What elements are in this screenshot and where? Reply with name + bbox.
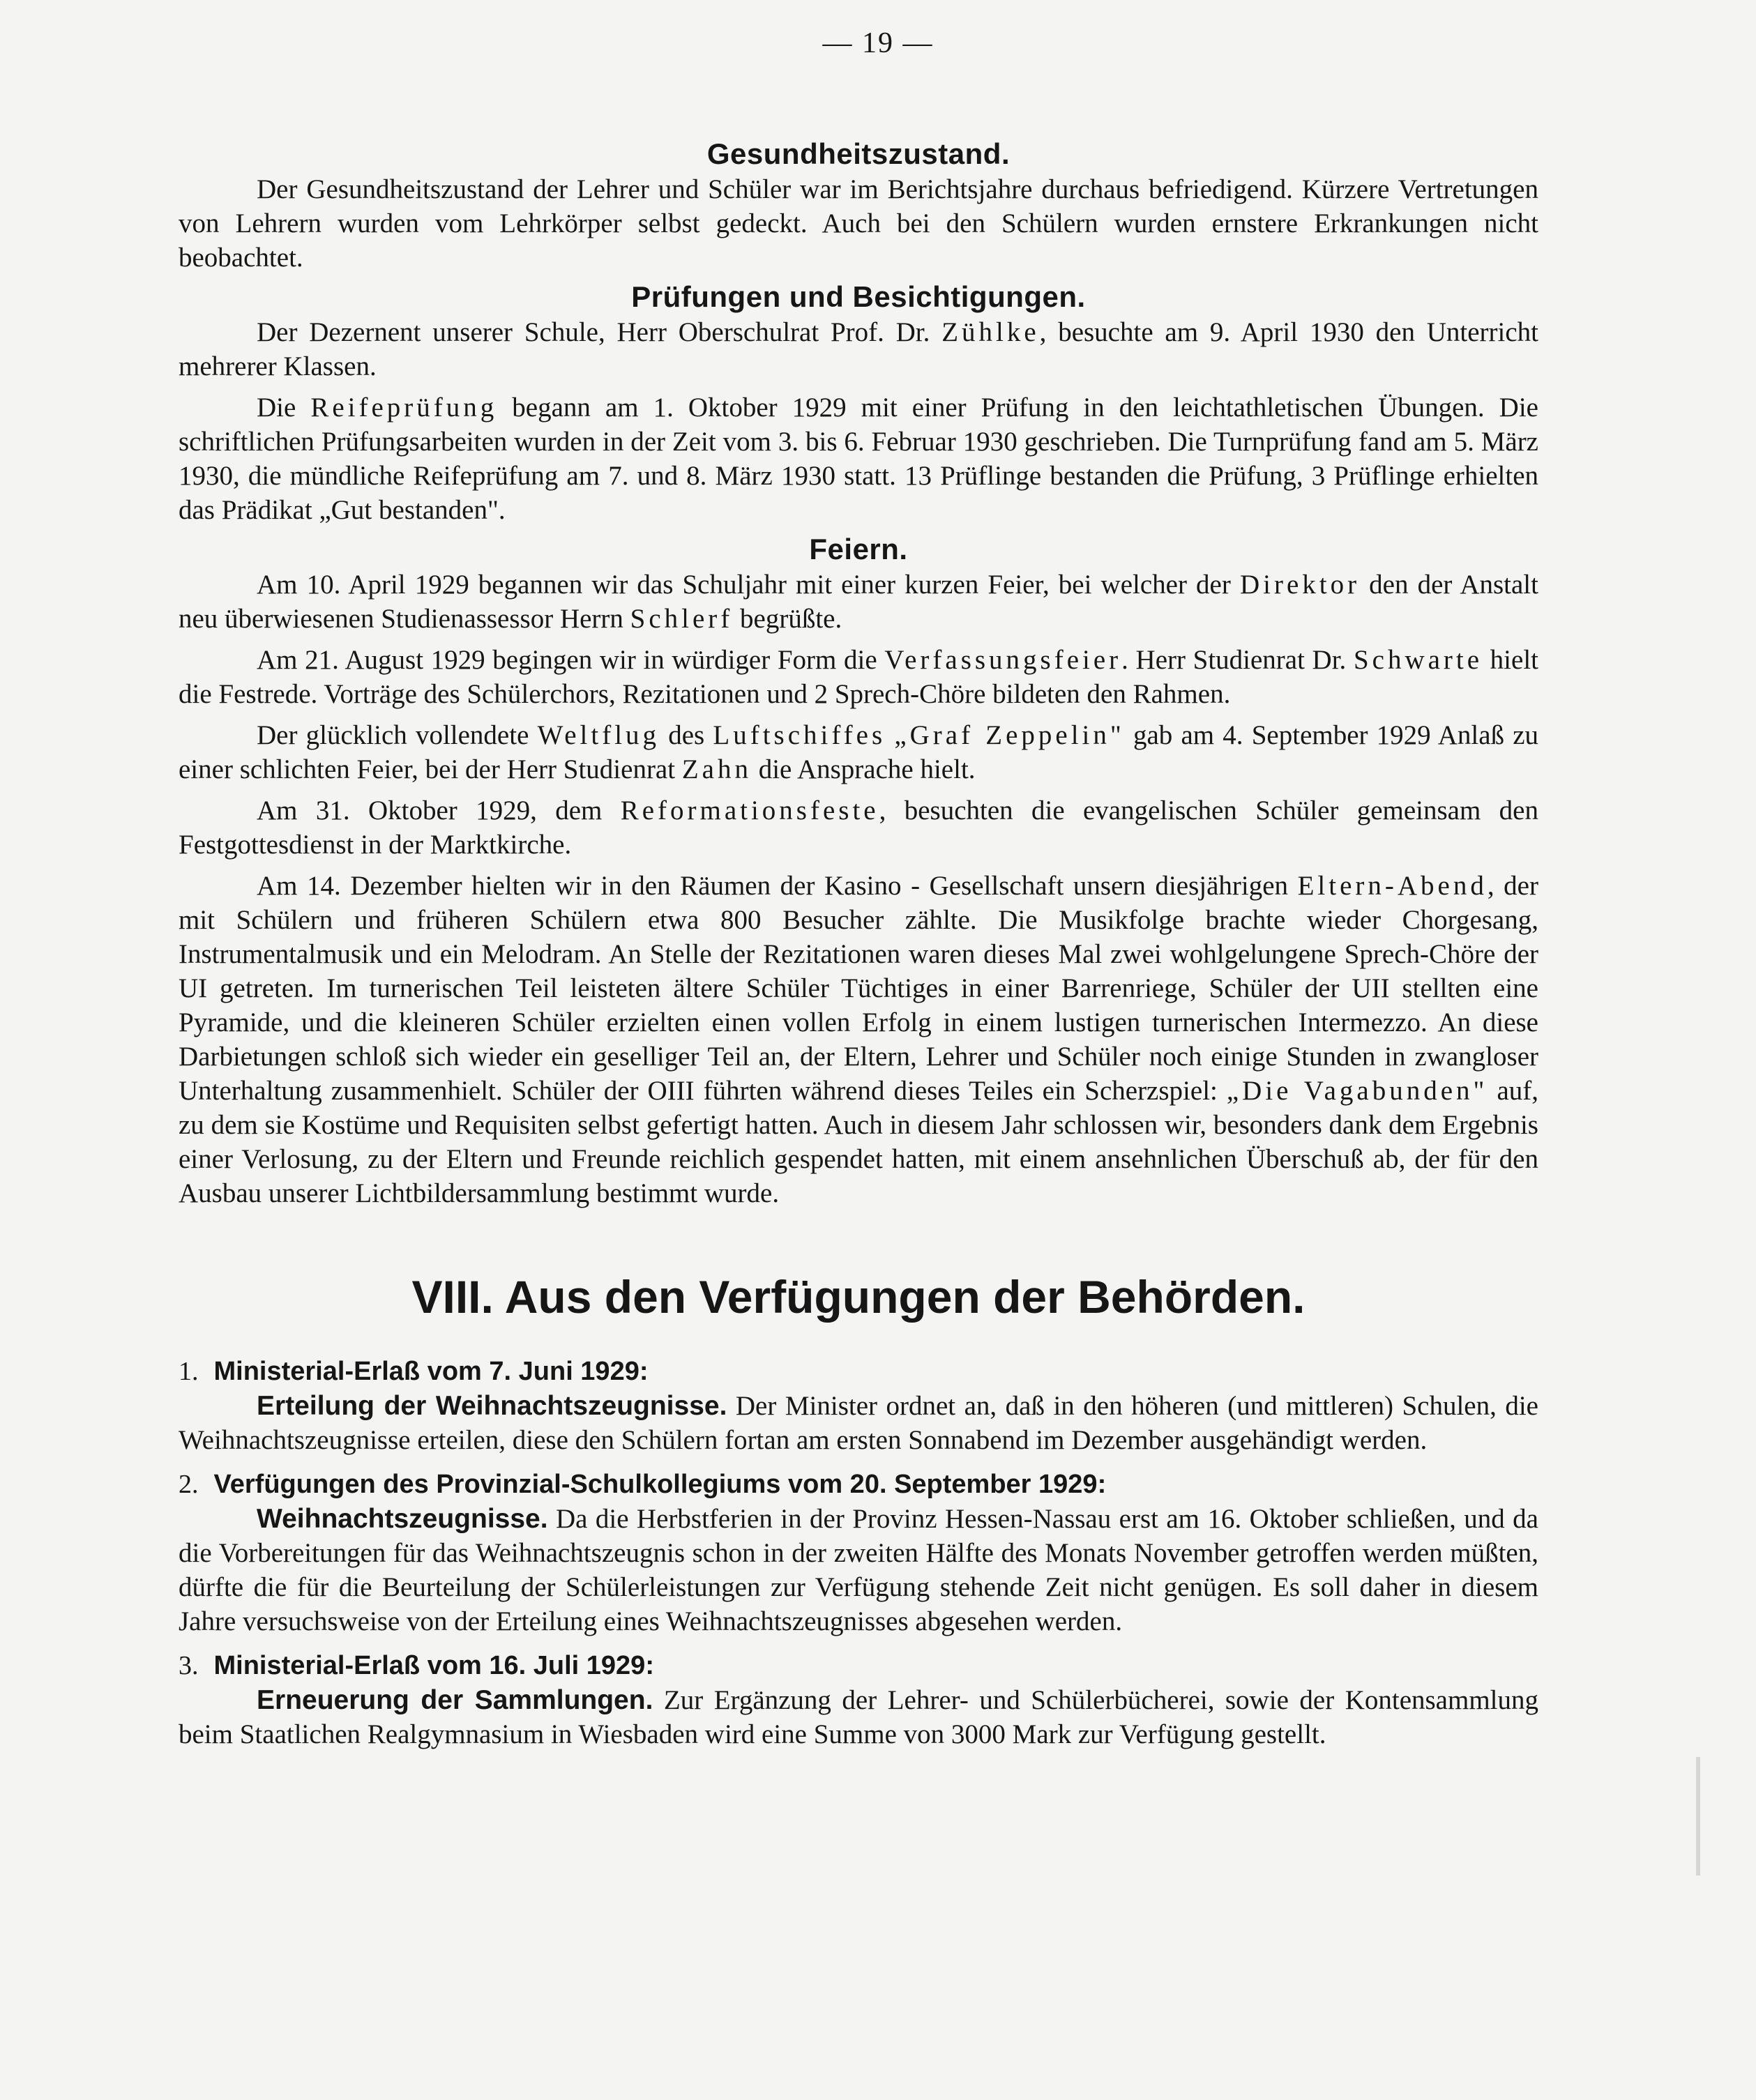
decree-3-number: 3. bbox=[179, 1651, 199, 1680]
cel-p3-weltflug: Weltflug bbox=[537, 720, 660, 750]
cel-p1-a: Am 10. April 1929 begannen wir das Schuljahr mit einer kurzen Feier, bei welcher der bbox=[257, 570, 1240, 600]
decree-2-lead: Weihnachtszeugnisse. bbox=[257, 1504, 548, 1534]
exams-paragraph-1 bbox=[179, 315, 1538, 383]
cel-p2-e: hielt die Festrede. Vorträge des Schülerchors, Rezitationen und 2 Sprech-Chöre bildeten den Rahmen. bbox=[179, 645, 1538, 709]
cel-p3-zahn: Zahn bbox=[681, 754, 752, 784]
cel-p4-a: Am 31. Oktober 1929, dem bbox=[257, 796, 621, 825]
celebrations-paragraph-1 bbox=[179, 568, 1538, 636]
decree-3-heading-text: Ministerial-Erlaß vom 16. Juli 1929: bbox=[213, 1651, 654, 1680]
decree-2-body bbox=[179, 1502, 1538, 1638]
cel-p1-direktor: Direktor bbox=[1239, 570, 1361, 600]
decree-3-text: Zur Ergänzung der Lehrer- und Schülerbücherei, sowie der Kontensammlung beim Staatlichen Realgymnasium in Wiesbaden wird eine Summe von 3000 Mark zur Verfügung gestellt. bbox=[179, 1685, 1539, 1749]
cel-p3-graf-zeppelin: „Graf Zeppelin" bbox=[894, 720, 1125, 750]
section-title-exams: Prüfungen und Besichtigungen. bbox=[631, 280, 1086, 313]
decree-2-text: Da die Herbstferien in der Provinz Hessen-Nassau erst am 16. Oktober schließen, und da die Vorbereitungen für das Weihnachtszeugnis schon in der zweiten Hälfte des Monats November getroffen werden müßten, dürfte die für die Beurteilung der Schülerleistungen zur Verfügung stehende Zeit nicht genügen. Es soll daher in diesem Jahre versuchsweise von der Erteilung eines Weihnachtszeugnisses abgesehen werden. bbox=[179, 1504, 1538, 1636]
decree-2-heading bbox=[179, 1467, 1538, 1502]
celebrations-paragraph-5 bbox=[179, 869, 1538, 1210]
health-paragraph: Der Gesundheitszustand der Lehrer und Schüler war im Berichtsjahre durchaus befriedigend. Kürzere Vertretungen von Lehrern wurden vom Lehrkörper selbst gedeckt. Auch bei den Schülern wurden ernstere Erkrankungen nicht beobachtet. bbox=[179, 174, 1538, 273]
cel-p3-luftschiffes: Luftschiffes bbox=[713, 720, 886, 750]
page-number: — 19 — bbox=[822, 27, 934, 59]
decree-3-lead: Erneuerung der Sammlungen. bbox=[257, 1685, 653, 1715]
decree-3-heading bbox=[179, 1648, 1538, 1683]
exams-p1-name-zuehlke: Zühlke bbox=[941, 317, 1040, 347]
cel-p3-a: Der glücklich vollendete bbox=[257, 720, 538, 750]
cel-p3-h: die Ansprache hielt. bbox=[751, 754, 976, 784]
exams-p1-text-c: , besuchte am 9. April 1930 den Unterricht mehrerer Klassen. bbox=[179, 317, 1538, 381]
decree-2-heading-text: Verfügungen des Provinzial-Schulkollegiums vom 20. September 1929: bbox=[213, 1470, 1107, 1499]
page-content bbox=[179, 136, 1538, 1751]
cel-p2-verfassungsfeier: Verfassungsfeier bbox=[884, 645, 1122, 675]
celebrations-paragraph-2 bbox=[179, 643, 1538, 711]
cel-p5-e: auf, zu dem sie Kostüme und Requisiten selbst gefertigt hatten. Auch in diesem Jahr schlossen wir, besonders dank dem Ergebnis einer Verlosung, zu der Eltern und Freunde reichlich gespendet hatten, mit einem ansehnlichen Überschuß ab, der für den Ausbau unserer Lichtbildersammlung bestimmt wurde. bbox=[179, 1076, 1539, 1208]
decree-1-heading-text: Ministerial-Erlaß vom 7. Juni 1929: bbox=[213, 1357, 649, 1386]
cel-p2-schwarte: Schwarte bbox=[1353, 645, 1483, 675]
celebrations-paragraph-4 bbox=[179, 793, 1538, 862]
exams-p2-text-b: begann am 1. Oktober 1929 mit einer Prüfung in den leichtathletischen Übungen. Die schriftlichen Prüfungsarbeiten wurden in der Zeit vom 3. bis 6. Februar 1930 geschrieben. Die Turnprüfung fand am 5. März 1930, die mündliche Reifeprüfung am 7. und 8. März 1930 statt. 13 Prüflinge bestanden die Prüfung, 3 Prüflinge erhielten das Prädikat „Gut bestanden". bbox=[179, 393, 1538, 525]
decree-3-body bbox=[179, 1683, 1538, 1751]
cel-p4-c: , besuchten die evangelischen Schüler gemeinsam den Festgottesdienst in der Marktkirche. bbox=[179, 796, 1538, 860]
celebrations-paragraph-3 bbox=[179, 718, 1538, 786]
cel-p5-a: Am 14. Dezember hielten wir in den Räumen der Kasino - Gesellschaft unsern diesjährigen bbox=[257, 871, 1298, 901]
decree-1-lead: Erteilung der Weihnachtszeugnisse. bbox=[257, 1391, 727, 1421]
decree-1-text: Der Minister ordnet an, daß in den höheren (und mittleren) Schulen, die Weihnachtszeugnisse erteilen, diese den Schülern fortan am ersten Sonnabend im Dezember ausgehändigt werden. bbox=[179, 1391, 1538, 1455]
section-title-celebrations: Feiern. bbox=[809, 533, 908, 565]
cel-p1-e: begrüßte. bbox=[733, 604, 842, 634]
cel-p5-c: , der mit Schülern und früheren Schülern etwa 800 Besucher zählte. Die Musikfolge brachte wieder Chorgesang, Instrumentalmusik und ein Melodram. An Stelle der Rezitationen waren dieses Mal zwei wohlgelungene Sprech-Chöre der UI getreten. Im turnerischen Teil leisteten ältere Schüler Tüchtiges in einer Barrenriege, Schüler der UII stellten eine Pyramide, und die kleineren Schüler erzielten einen vollen Erfolg in einem lustigen turnerischen Intermezzo. An diese Darbietungen schloß sich wieder ein geselliger Teil an, der Eltern, Lehrer und Schüler noch einige Stunden in zwangloser Unterhaltung zusammenhielt. Schüler der OIII führten während dieses Teiles ein Scherzspiel: bbox=[179, 871, 1538, 1106]
cel-p3-c: des bbox=[660, 720, 713, 750]
decree-1-number: 1. bbox=[179, 1357, 199, 1386]
decree-2-number: 2. bbox=[179, 1470, 199, 1499]
cel-p1-c: den der Anstalt neu überwiesenen Studienassessor Herrn bbox=[179, 570, 1538, 634]
section-title-health: Gesundheitszustand. bbox=[706, 137, 1011, 170]
cel-p1-schlerf: Schlerf bbox=[630, 604, 734, 634]
exams-paragraph-2: Die Reifeprüfung begann am 1. Oktober 1929 mit einer Prüfung in den leichtathletischen Übungen. Die schriftlichen Prüfungsarbeiten wurden in der Zeit vom 3. bis 6. Februar 1930 geschrieben. Die Turnprüfung fand am 5. März 1930, die mündliche Reifeprüfung am 7. und 8. März 1930 statt. 13 Prüflinge bestanden die Prüfung, 3 Prüflinge erhielten das Prädikat „Gut bestanden". bbox=[179, 393, 1538, 525]
cel-p2-a: Am 21. August 1929 begingen wir in würdiger Form die bbox=[257, 645, 885, 675]
exams-p2-reifepruefung: Reifeprüfung bbox=[310, 393, 498, 423]
cel-p4-reformationsfeste: Reformationsfeste bbox=[620, 796, 879, 825]
chapter-title: VIII. Aus den Verfügungen der Behörden. bbox=[411, 1271, 1305, 1323]
cel-p3-f: gab am 4. September 1929 Anlaß zu einer schlichten Feier, bei der Herr Studienrat bbox=[179, 720, 1539, 784]
scan-edge-mark bbox=[1696, 1757, 1700, 1875]
decree-1-heading bbox=[179, 1354, 1538, 1389]
cel-p2-c: . Herr Studienrat Dr. bbox=[1121, 645, 1354, 675]
exams-p1-text-a: Der Dezernent unserer Schule, Herr Oberschulrat Prof. Dr. bbox=[257, 317, 942, 347]
cel-p5-vagabunden: „Die Vagabunden" bbox=[1226, 1076, 1488, 1106]
cel-p5-eltern-abend: Eltern-Abend bbox=[1297, 871, 1488, 901]
decree-1-body bbox=[179, 1389, 1538, 1457]
